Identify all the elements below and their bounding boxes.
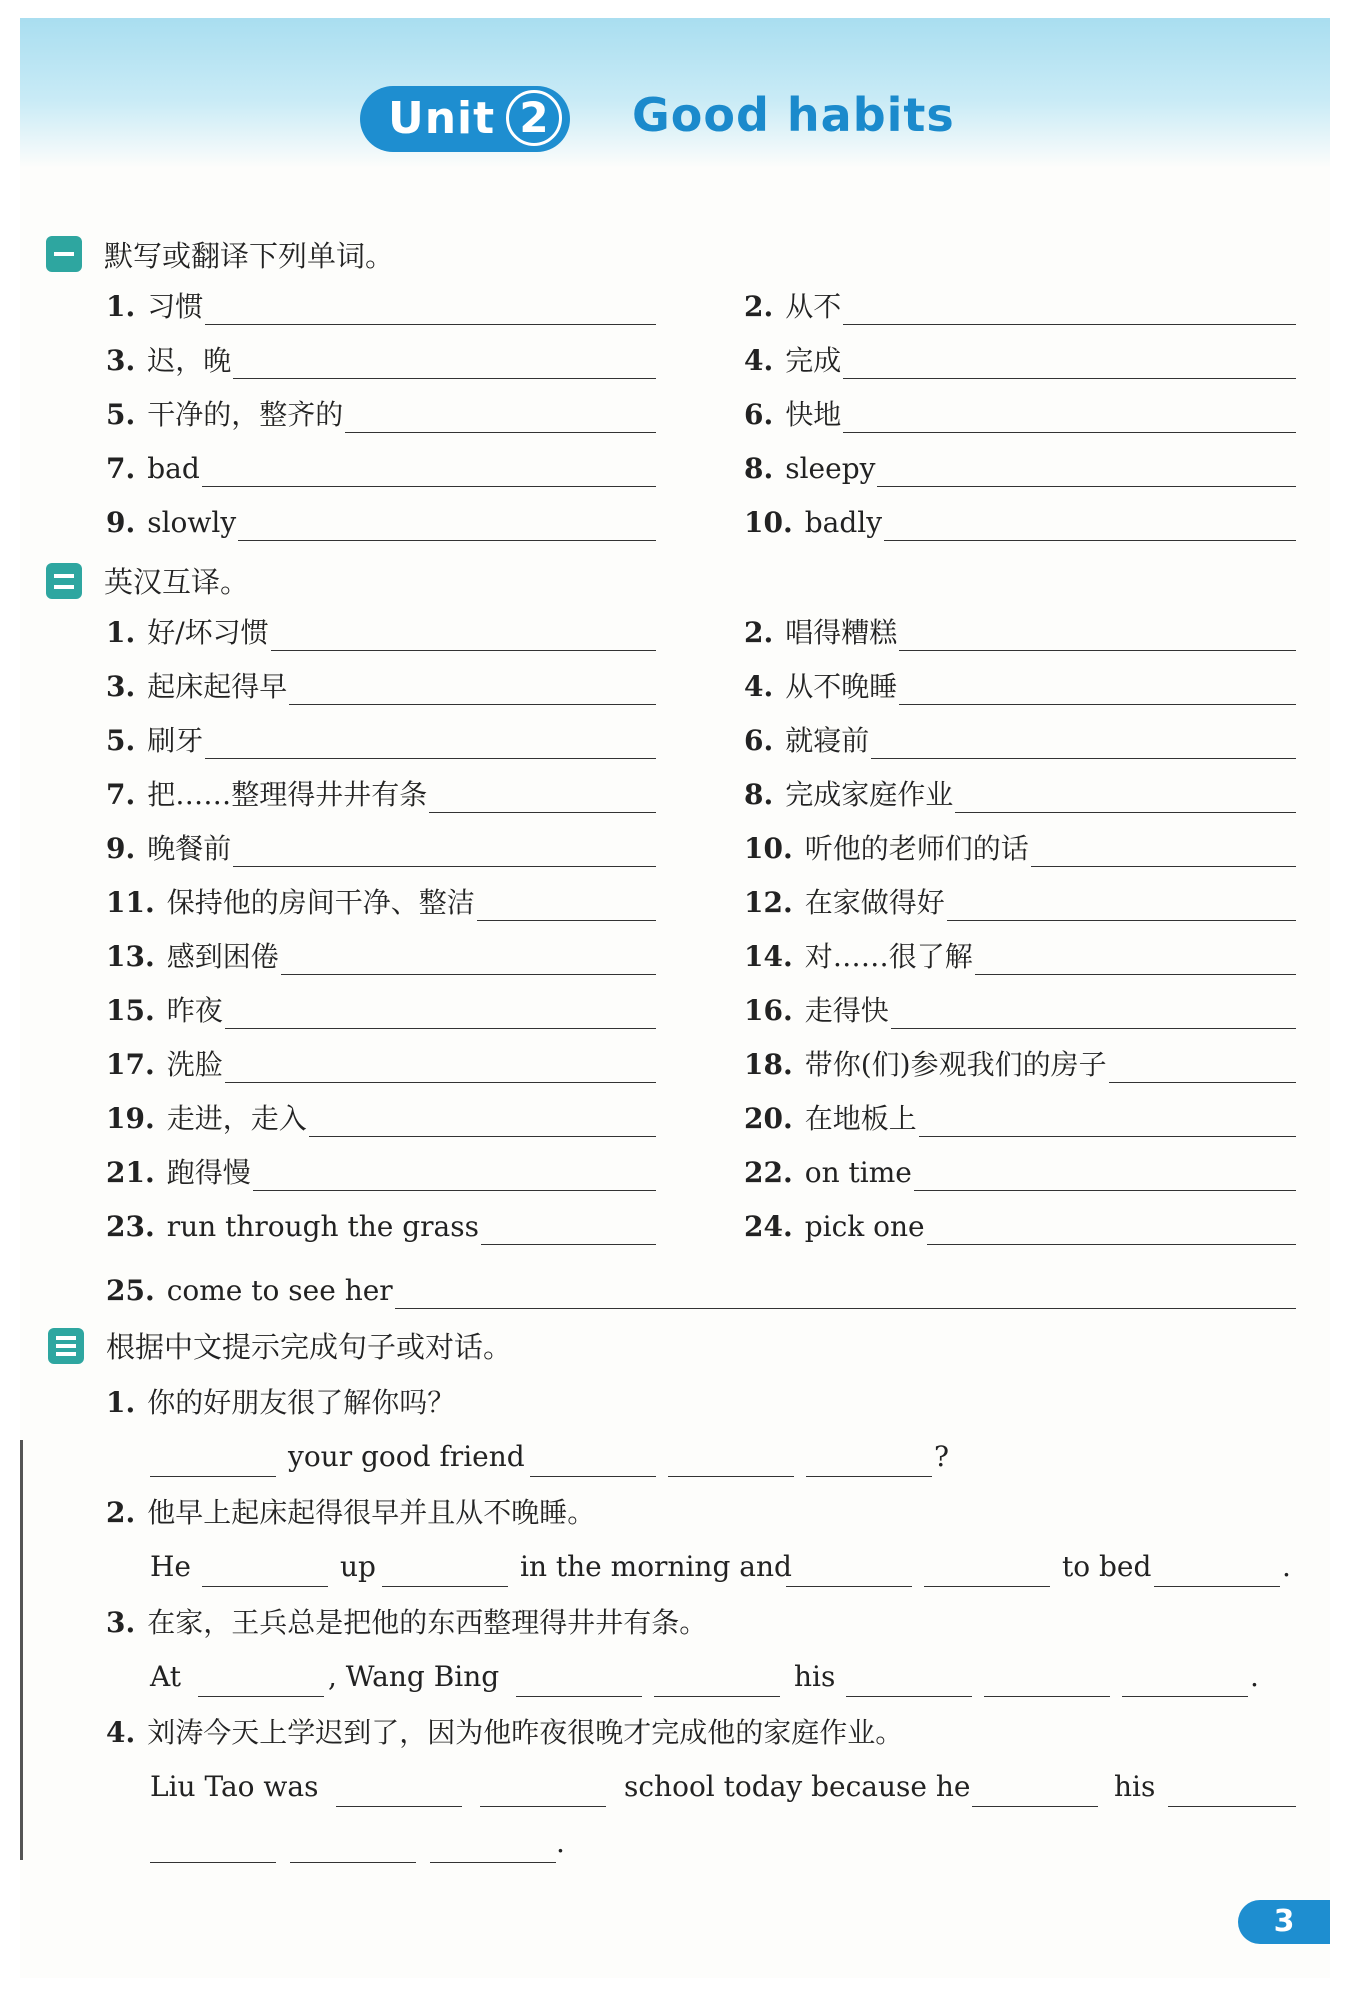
section2-answer-line[interactable] [225, 1028, 656, 1029]
section1-item-label: 7. bad [106, 452, 200, 485]
section2-answer-line[interactable] [477, 920, 656, 921]
section2-answer-line[interactable] [429, 812, 656, 813]
sentence-3-blank-5[interactable] [984, 1696, 1110, 1697]
sentence-1-end: ? [934, 1440, 950, 1473]
section1-item-label: 10. badly [744, 506, 883, 539]
section1-answer-line[interactable] [238, 540, 656, 541]
section2-item-label: 3. 起床起得早 [106, 670, 288, 703]
sentence-4-blank-6[interactable] [290, 1862, 416, 1863]
unit-number: 2 [506, 90, 562, 146]
section1-answer-line[interactable] [233, 378, 656, 379]
sentence-4-text-school: school today because he [624, 1770, 971, 1803]
section1-item-label: 6. 快地 [744, 398, 842, 431]
sentence-3-text-at: At [150, 1660, 181, 1693]
sentence-4-text-start: Liu Tao was [150, 1770, 319, 1803]
sentence-3-text-name: , Wang Bing [328, 1660, 500, 1693]
section1-item-label: 5. 干净的，整齐的 [106, 398, 344, 431]
section2-item-label: 1. 好/坏习惯 [106, 616, 269, 649]
section2-answer-line[interactable] [975, 974, 1296, 975]
section2-item-label: 8. 完成家庭作业 [744, 778, 954, 811]
section1-answer-line[interactable] [843, 432, 1296, 433]
section2-item-label: 16. 走得快 [744, 994, 889, 1027]
section2-answer-line[interactable] [309, 1136, 656, 1137]
sentence-4-blank-4[interactable] [1168, 1806, 1296, 1807]
section1-answer-line[interactable] [843, 378, 1296, 379]
section-1-title: 默写或翻译下列单词。 [104, 239, 395, 273]
section2-answer-line[interactable] [253, 1190, 656, 1191]
section2-answer-line[interactable] [919, 1136, 1296, 1137]
sentence-1-prompt: 1. 你的好朋友很了解你吗？ [106, 1386, 456, 1419]
section2-item-label: 10. 听他的老师们的话 [744, 832, 1029, 865]
section2-answer-line[interactable] [289, 704, 656, 705]
section1-answer-line[interactable] [345, 432, 656, 433]
sentence-2-end: . [1282, 1550, 1291, 1583]
section2-item-label: 23. run through the grass [106, 1210, 479, 1243]
sentence-3-blank-4[interactable] [846, 1696, 972, 1697]
section2-item-label: 22. on time [744, 1156, 912, 1189]
sentence-4-blank-7[interactable] [430, 1862, 556, 1863]
section1-item-label: 9. slowly [106, 506, 237, 539]
section2-item-label: 12. 在家做得好 [744, 886, 945, 919]
section2-item-label: 20. 在地板上 [744, 1102, 917, 1135]
sentence-2-blank-2[interactable] [382, 1586, 508, 1587]
section1-answer-line[interactable] [205, 324, 656, 325]
section2-answer-line[interactable] [891, 1028, 1296, 1029]
section2-answer-line[interactable] [914, 1190, 1296, 1191]
sentence-2-text-morning: in the morning and [520, 1550, 792, 1583]
section-2-title: 英汉互译。 [104, 565, 250, 599]
section-3-title: 根据中文提示完成句子或对话。 [106, 1330, 513, 1364]
section2-item-label: 9. 晚餐前 [106, 832, 232, 865]
section2-answer-line[interactable] [271, 650, 656, 651]
section2-answer-line[interactable] [233, 866, 656, 867]
unit-title: Good habits [632, 88, 955, 142]
sentence-2-blank-1[interactable] [202, 1586, 328, 1587]
section2-answer-line[interactable] [1109, 1082, 1296, 1083]
sentence-3-blank-3[interactable] [654, 1696, 780, 1697]
section2-answer-line[interactable] [899, 704, 1296, 705]
section2-item-label: 21. 跑得慢 [106, 1156, 251, 1189]
section2-answer-line[interactable] [871, 758, 1296, 759]
sentence-1-text: your good friend [288, 1440, 525, 1473]
section1-answer-line[interactable] [884, 540, 1296, 541]
sentence-4-blank-1[interactable] [336, 1806, 462, 1807]
sentence-4-text-his: his [1114, 1770, 1156, 1803]
sentence-2-blank-5[interactable] [1154, 1586, 1280, 1587]
sentence-1-blank-2[interactable] [530, 1476, 656, 1477]
sentence-3-blank-2[interactable] [516, 1696, 642, 1697]
section1-item-label: 2. 从不 [744, 290, 842, 323]
unit-badge [360, 86, 570, 152]
section2-item-label: 11. 保持他的房间干净、整洁 [106, 886, 475, 919]
section2-answer-line[interactable] [205, 758, 656, 759]
section1-answer-line[interactable] [877, 486, 1296, 487]
sentence-3-prompt: 3. 在家，王兵总是把他的东西整理得井井有条。 [106, 1606, 708, 1639]
section2-item-label: 6. 就寝前 [744, 724, 870, 757]
sentence-3-blank-6[interactable] [1122, 1696, 1248, 1697]
section2-item-label: 4. 从不晚睡 [744, 670, 898, 703]
sentence-4-prompt: 4. 刘涛今天上学迟到了，因为他昨夜很晚才完成他的家庭作业。 [106, 1716, 904, 1749]
section2-item-label: 5. 刷牙 [106, 724, 204, 757]
sentence-2-text-he: He [150, 1550, 191, 1583]
page-number: 3 [1238, 1900, 1330, 1944]
section2-answer-line[interactable] [481, 1244, 656, 1245]
sentence-2-text-bed: to bed [1062, 1550, 1152, 1583]
section2-item-label: 7. 把……整理得井井有条 [106, 778, 428, 811]
section2-answer-line[interactable] [395, 1308, 1296, 1309]
sentence-4-end: . [556, 1826, 565, 1859]
section1-answer-line[interactable] [843, 324, 1296, 325]
sentence-3-end: . [1250, 1660, 1259, 1693]
section2-item-label: 24. pick one [744, 1210, 925, 1243]
section-3-marker [48, 1328, 84, 1364]
sentence-1-blank-4[interactable] [806, 1476, 932, 1477]
section2-answer-line[interactable] [899, 650, 1296, 651]
section2-item-label: 15. 昨夜 [106, 994, 223, 1027]
section1-item-label: 3. 迟，晚 [106, 344, 232, 377]
section2-answer-line[interactable] [1031, 866, 1296, 867]
sentence-2-prompt: 2. 他早上起床起得很早并且从不晚睡。 [106, 1496, 596, 1529]
sentence-2-text-up: up [340, 1550, 376, 1583]
unit-label: Unit [388, 93, 496, 144]
sentence-2-blank-3[interactable] [786, 1586, 912, 1587]
section2-item-label: 19. 走进，走入 [106, 1102, 307, 1135]
section2-answer-line[interactable] [281, 974, 656, 975]
sentence-1-blank-3[interactable] [668, 1476, 794, 1477]
section2-item-label: 25. come to see her [106, 1274, 393, 1307]
sentence-4-blank-2[interactable] [480, 1806, 606, 1807]
sentence-4-blank-5[interactable] [150, 1862, 276, 1863]
section1-answer-line[interactable] [202, 486, 656, 487]
sentence-2-blank-4[interactable] [924, 1586, 1050, 1587]
section2-answer-line[interactable] [955, 812, 1296, 813]
section-1-marker [46, 236, 82, 272]
section2-answer-line[interactable] [225, 1082, 656, 1083]
section2-item-label: 13. 感到困倦 [106, 940, 279, 973]
section2-answer-line[interactable] [927, 1244, 1296, 1245]
sentence-3-text-his: his [794, 1660, 836, 1693]
sentence-4-blank-3[interactable] [972, 1806, 1098, 1807]
section1-item-label: 1. 习惯 [106, 290, 204, 323]
section2-answer-line[interactable] [947, 920, 1296, 921]
section1-item-label: 4. 完成 [744, 344, 842, 377]
binding-edge [20, 1440, 23, 1860]
section2-item-label: 2. 唱得糟糕 [744, 616, 898, 649]
section-2-marker [46, 563, 82, 599]
section2-item-label: 18. 带你(们)参观我们的房子 [744, 1048, 1107, 1081]
sentence-3-blank-1[interactable] [198, 1696, 324, 1697]
section2-item-label: 17. 洗脸 [106, 1048, 223, 1081]
section2-item-label: 14. 对……很了解 [744, 940, 973, 973]
section1-item-label: 8. sleepy [744, 452, 876, 485]
sentence-1-blank-1[interactable] [150, 1476, 276, 1477]
